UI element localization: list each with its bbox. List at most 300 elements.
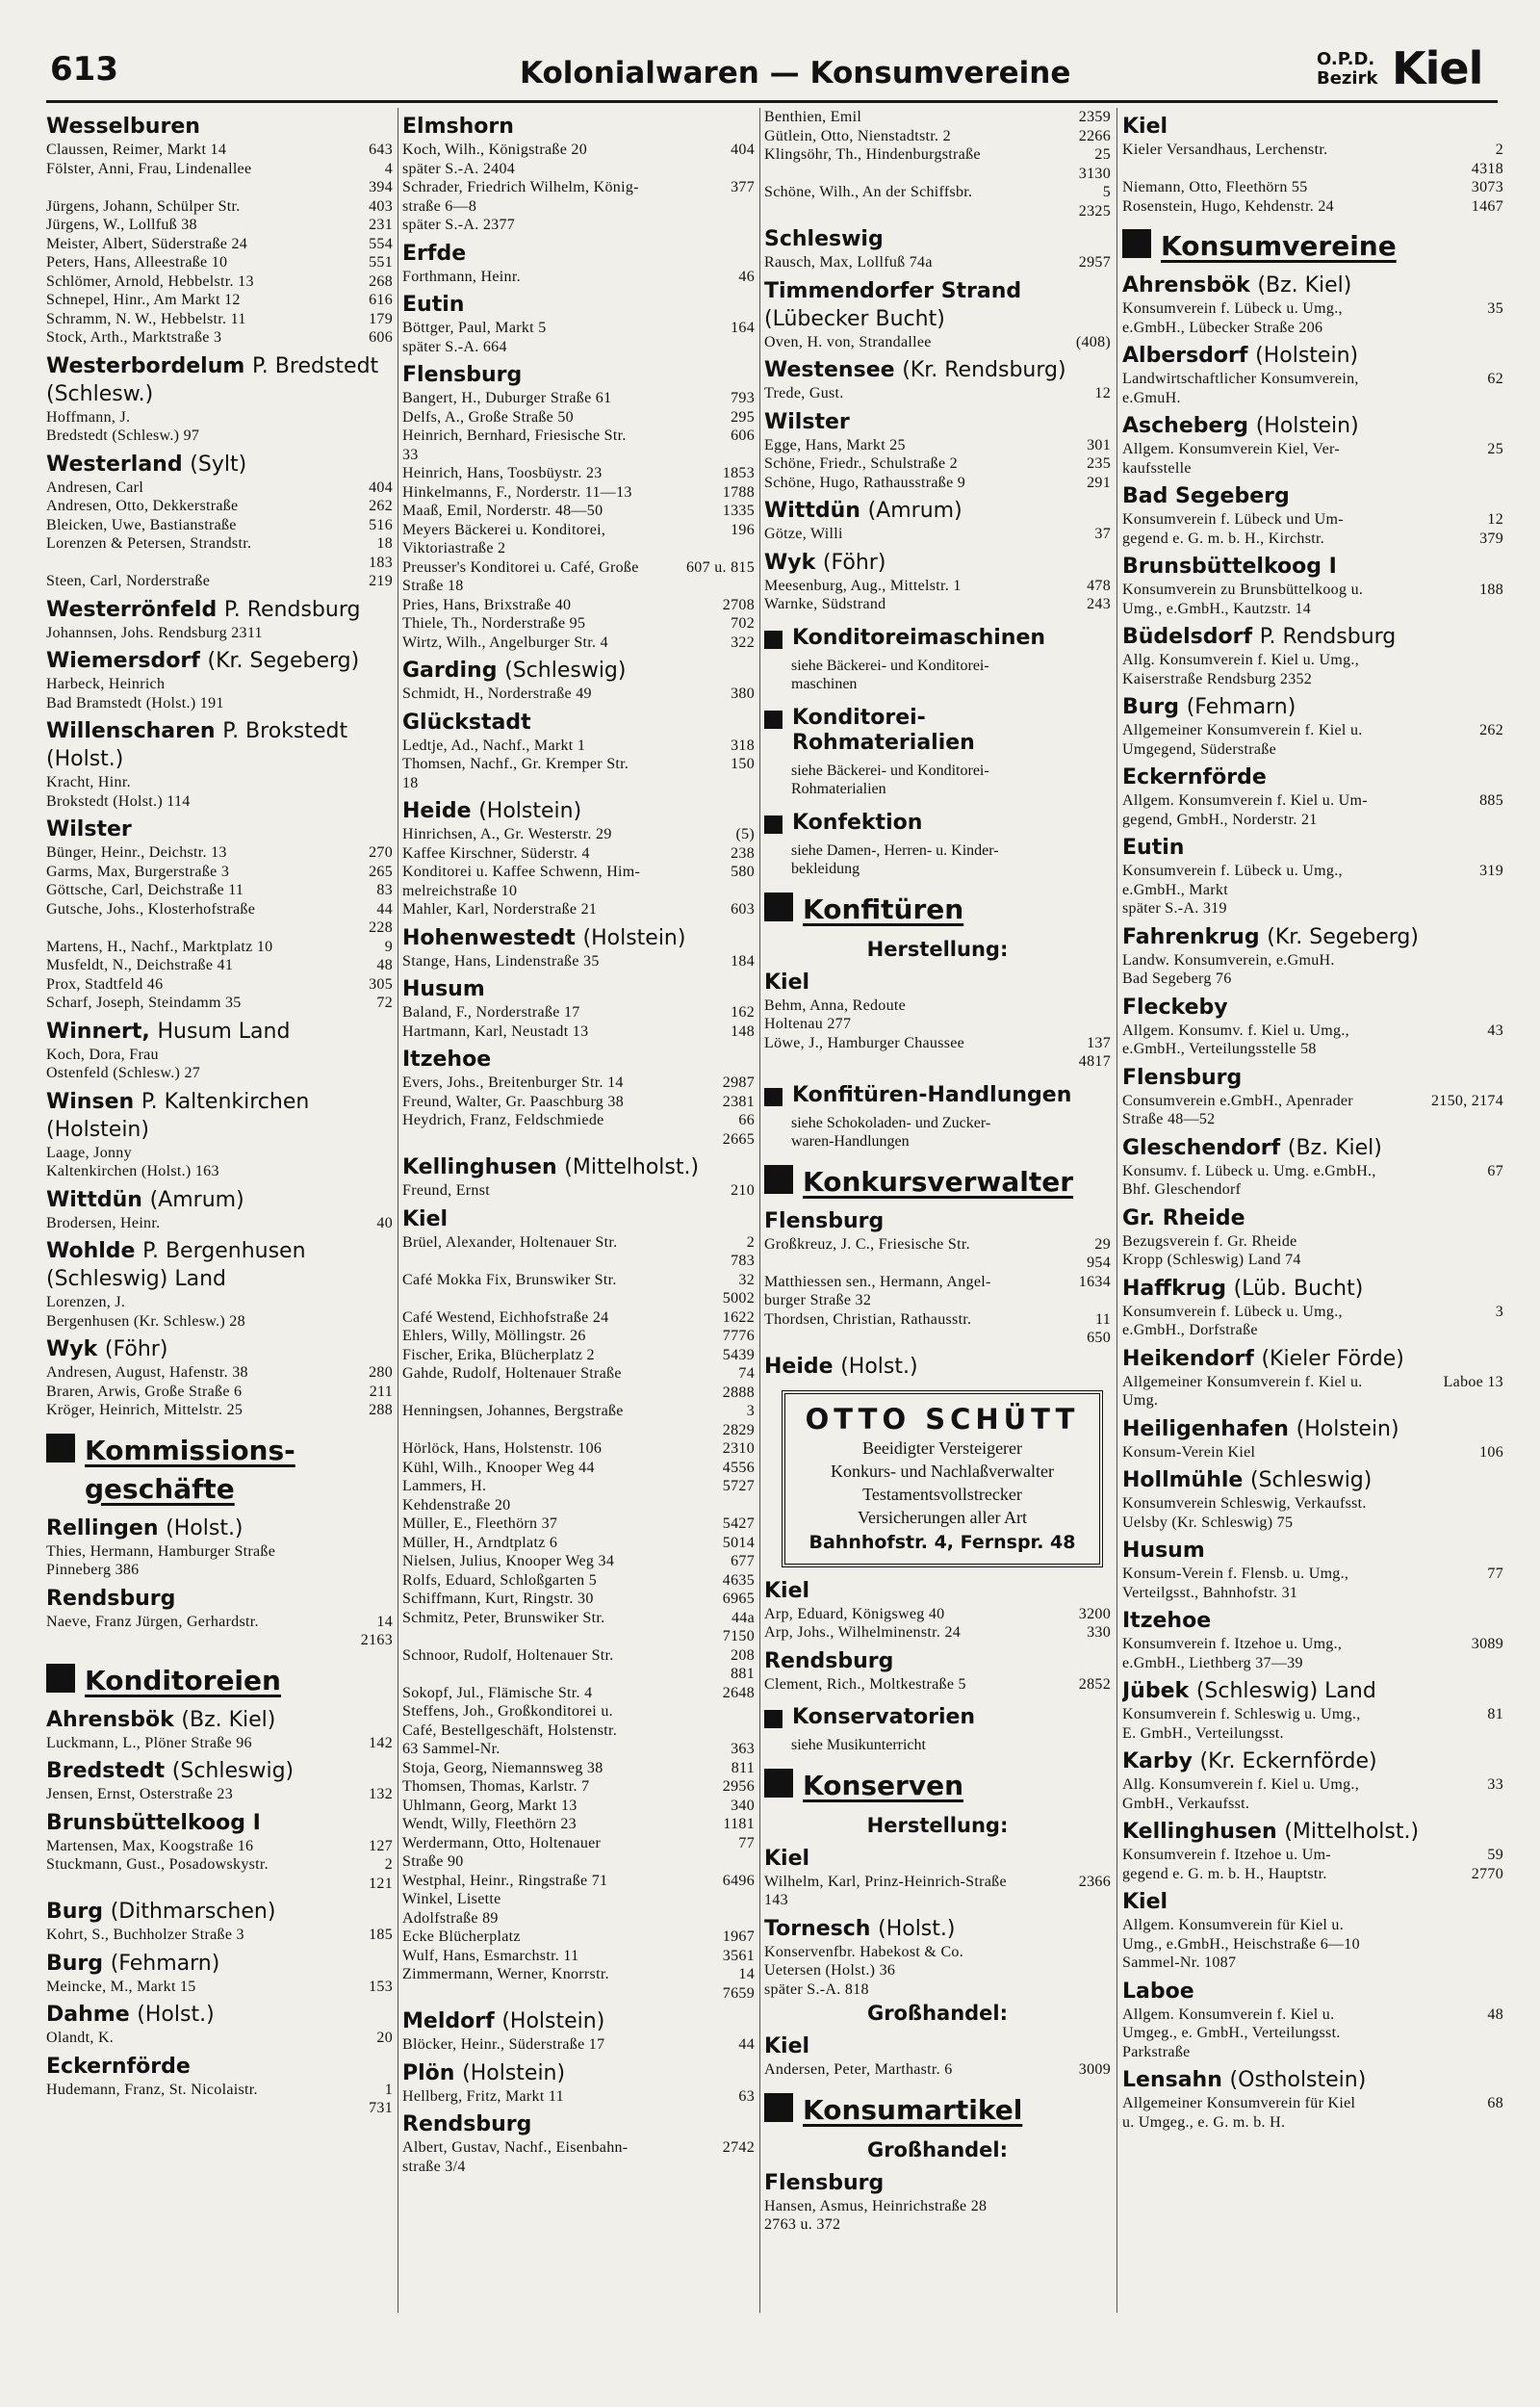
place-heading — [46, 1585, 393, 1613]
listing-entry — [1122, 951, 1503, 989]
entry-text: Albert, Gustav, Nachf., Eisenbahn- straße 3/4 — [402, 2139, 629, 2175]
entry-phone: 231 — [369, 217, 393, 233]
listing-entry — [402, 1702, 755, 1759]
listing-entry — [1122, 899, 1503, 919]
place-heading — [46, 1757, 393, 1785]
place-qualifier: (Lüb. Bucht) — [1233, 1276, 1364, 1301]
place-name: Wittdün — [764, 499, 860, 523]
entry-text: Meister, Albert, Süderstraße 24 — [46, 235, 248, 252]
entry-phone: 238 — [731, 844, 755, 862]
entry-phone: 319 — [1479, 863, 1503, 879]
place-qualifier: (Schleswig) — [171, 1759, 295, 1783]
entry-text: Winkel, Lisette Adolfstraße 89 — [402, 1891, 501, 1927]
column-divider — [1116, 108, 1117, 2313]
entry-text: Wirtz, Wilh., Angelburger Str. 4 — [402, 634, 608, 651]
entry-phone: 404 — [731, 142, 755, 158]
listing-entry — [402, 1759, 755, 1778]
entry-phone: 793 — [731, 390, 755, 406]
entry-phone: 33 — [1487, 1776, 1503, 1793]
entry-phone: 32 5002 — [722, 1271, 755, 1307]
place-heading — [402, 1153, 755, 1181]
place-qualifier: (Bz. Kiel) — [1257, 273, 1352, 298]
place-heading — [46, 1237, 393, 1293]
category-title: Konserven — [803, 1769, 964, 1801]
entry-phone — [749, 1890, 755, 1928]
place-heading — [1122, 834, 1503, 862]
entry-text: später S.-A. 2404 — [402, 160, 516, 177]
entry-phone: 6496 — [722, 1872, 755, 1889]
entry-phone: 72 — [376, 995, 393, 1011]
entry-text: Matthiessen sen., Hermann, Angel- burger Straße 32 — [764, 1273, 991, 1308]
place-heading — [402, 2059, 755, 2087]
entry-text: Arp, Eduard, Königsweg 40 — [764, 1605, 945, 1622]
entry-text: Andersen, Peter, Marthastr. 6 — [764, 2061, 953, 2078]
listing-entry — [764, 2197, 1111, 2235]
place-name: Lensahn — [1122, 2068, 1222, 2092]
place-name: Kiel — [764, 970, 810, 995]
cross-reference: siehe Musikunterricht — [791, 1737, 926, 1753]
place-heading — [1122, 1466, 1503, 1494]
listing-entry — [764, 1310, 1111, 1348]
place-name: Eckernförde — [46, 2054, 191, 2079]
entry-phone: 2266 — [1078, 127, 1111, 144]
entry-phone: 196 — [731, 521, 755, 538]
listing-entry — [764, 577, 1111, 596]
listing-entry — [402, 558, 755, 596]
listing-entry — [402, 1477, 755, 1514]
place-heading — [46, 1898, 393, 1926]
place-qualifier: (Sylt) — [190, 452, 247, 477]
place-heading — [402, 291, 755, 319]
entry-text: Bezugsverein f. Gr. Rheide Kropp (Schleswig) Land 74 — [1122, 1232, 1301, 1268]
place-qualifier: P. Bredstedt (Schlesw.) — [46, 353, 379, 406]
entry-phone: 81 — [1487, 1706, 1503, 1722]
listing-entry — [402, 216, 755, 235]
entry-text: Hudemann, Franz, St. Nicolaistr. — [46, 2081, 258, 2098]
place-heading — [1122, 1537, 1503, 1565]
entry-text: Hinkelmanns, F., Norderstr. 11—13 — [402, 483, 632, 501]
place-name: Winsen — [46, 1089, 135, 1114]
place-name: Kellinghusen — [1122, 1820, 1277, 1844]
entry-phone: 2852 — [1078, 1675, 1111, 1693]
listing-entry — [764, 1873, 1111, 1910]
entry-phone: 162 — [731, 1004, 755, 1021]
place-qualifier: Husum Land — [157, 1019, 291, 1044]
entry-phone: 14 7659 — [722, 1966, 755, 2002]
entry-phone: 83 — [376, 882, 393, 898]
entry-phone: 44 — [738, 2036, 755, 2053]
entry-text: Peters, Hans, Alleestraße 10 — [46, 254, 228, 271]
entry-text: Hinrichsen, A., Gr. Westerstr. 29 — [402, 826, 612, 842]
place-qualifier: (Kr. Segeberg) — [1267, 924, 1419, 949]
listing-entry — [764, 1675, 1111, 1695]
place-heading — [402, 2110, 755, 2138]
place-name: Kellinghusen — [402, 1155, 557, 1179]
place-name: Elmshorn — [402, 115, 514, 139]
category-heading — [46, 1432, 393, 1509]
entry-phone: 3561 — [722, 1947, 755, 1964]
listing-entry — [402, 1534, 755, 1553]
listing-entry — [764, 1034, 1111, 1072]
entry-phone — [1105, 1943, 1111, 2000]
listing-entry — [46, 843, 393, 863]
subsection-heading: Herstellung: — [866, 937, 1009, 961]
listing-entry — [1122, 581, 1503, 618]
place-heading — [1122, 272, 1503, 299]
listing-entry — [402, 1514, 755, 1534]
entry-phone — [387, 675, 393, 712]
entry-text: Schramm, N. W., Hebbelstr. 11 — [46, 310, 246, 327]
entry-text: Heinrich, Hans, Toosbüystr. 23 — [402, 465, 603, 481]
entry-text: Thomsen, Nachf., Gr. Kremper Str. 18 — [402, 756, 629, 791]
entry-phone: 1335 — [722, 503, 755, 519]
place-name: Eutin — [1122, 836, 1185, 860]
listing-entry — [402, 1797, 755, 1816]
entry-phone: 153 — [369, 1978, 393, 1995]
entry-text: Gutsche, Johs., Klosterhofstraße — [46, 900, 256, 918]
place-heading — [46, 2053, 393, 2081]
entry-phone: 551 — [369, 254, 393, 271]
entry-phone: 77 — [738, 1834, 755, 1851]
place-heading — [1122, 764, 1503, 791]
listing-entry — [402, 1965, 755, 2003]
listing-entry — [402, 737, 755, 756]
entry-text: Konsumverein f. Lübeck u. Umg., e.GmbH., Markt — [1122, 863, 1343, 898]
entry-phone: 1181 — [723, 1816, 755, 1832]
place-name: Ascheberg — [1122, 414, 1249, 438]
entry-text: Café Mokka Fix, Brunswiker Str. — [402, 1271, 617, 1288]
listing-entry — [402, 2087, 755, 2107]
place-heading — [46, 1809, 393, 1837]
entry-text: Warnke, Südstrand — [764, 596, 886, 612]
entry-phone: 885 — [1479, 792, 1503, 809]
listing-entry — [402, 1834, 755, 1872]
place-name: Wilster — [46, 817, 132, 841]
entry-text: Müller, E., Fleethörn 37 — [402, 1515, 558, 1532]
column-divider — [759, 108, 760, 2313]
entry-phone: 2987 — [722, 1074, 755, 1091]
listing-entry — [402, 1093, 755, 1112]
entry-phone — [1498, 951, 1503, 989]
listing-entry — [46, 516, 393, 535]
entry-phone — [1498, 1494, 1503, 1532]
listing-entry — [46, 1926, 393, 1945]
listing-entry — [402, 1346, 755, 1365]
place-name: Dahme — [46, 2003, 130, 2027]
entry-text: Konsumverein f. Itzehoe u. Um- gegend e. G. m. b. H., Hauptstr. — [1122, 1847, 1331, 1882]
entry-text: Schmitz, Peter, Brunswiker Str. — [402, 1609, 605, 1626]
entry-text: Schnoor, Rudolf, Holtenauer Str. — [402, 1646, 614, 1664]
category-heading — [764, 1083, 1111, 1108]
listing-entry — [46, 675, 393, 712]
entry-text: Jensen, Ernst, Osterstraße 23 — [46, 1786, 233, 1802]
place-heading — [1122, 1607, 1503, 1635]
entry-phone: 210 — [731, 1182, 755, 1199]
entry-phone: 677 — [731, 1553, 755, 1569]
entry-phone: 2956 — [722, 1778, 755, 1795]
entry-text: Konsumverein f. Itzehoe u. Umg., e.GmbH., Liethberg 37—39 — [1122, 1636, 1343, 1671]
page-title: Kolonialwaren — Konsumvereine — [520, 56, 1071, 91]
entry-text: Stange, Hans, Lindenstraße 35 — [402, 952, 600, 970]
entry-phone: 3 2829 — [722, 1403, 755, 1438]
entry-text: Niemann, Otto, Fleethörn 55 — [1122, 179, 1308, 195]
entry-text: Allg. Konsumverein f. Kiel u. Umg., Kaiserstraße Rendsburg 2352 — [1122, 652, 1360, 687]
place-heading — [764, 1353, 1111, 1381]
place-name: Bredstedt — [46, 1759, 166, 1783]
listing-entry — [764, 474, 1111, 493]
listing-entry — [402, 338, 755, 357]
entry-phone: 67 — [1487, 1162, 1503, 1179]
listing-entry — [764, 183, 1111, 220]
place-heading — [402, 1046, 755, 1074]
entry-text: Thiele, Th., Norderstraße 95 — [402, 615, 586, 632]
listing-entry — [46, 1734, 393, 1753]
entry-text: Garms, Max, Burgerstraße 3 — [46, 863, 230, 880]
place-heading — [1122, 342, 1503, 370]
place-name: Kiel — [764, 1578, 810, 1603]
place-name: Westensee — [764, 358, 895, 382]
entry-text: Stock, Arth., Marktstraße 3 — [46, 329, 222, 346]
entry-text: Konsumverein f. Schleswig u. Umg., E. GmbH., Verteilungsst. — [1122, 1706, 1361, 1742]
entry-text: Böttger, Paul, Markt 5 — [402, 320, 547, 336]
entry-text: Freund, Walter, Gr. Paaschburg 38 — [402, 1093, 625, 1110]
place-heading — [402, 975, 755, 1003]
entry-phone: 48 — [1487, 2006, 1503, 2023]
entry-text: Benthien, Emil — [764, 109, 862, 125]
listing-entry — [402, 521, 755, 558]
entry-text: Kröger, Heinrich, Mittelstr. 25 — [46, 1402, 244, 1418]
place-qualifier: (Holstein) — [478, 799, 582, 823]
place-name: Ahrensbök — [46, 1707, 174, 1732]
entry-text: Maaß, Emil, Norderstr. 48—50 — [402, 503, 603, 519]
place-name: Hollmühle — [1122, 1468, 1244, 1492]
place-name: Wohlde — [46, 1239, 136, 1263]
place-heading — [1122, 623, 1503, 651]
entry-phone: 63 — [738, 2087, 755, 2105]
place-name: Husum — [402, 977, 485, 1001]
entry-text: Thordsen, Christian, Rathausstr. — [764, 1310, 972, 1328]
entry-phone: 2742 — [722, 2139, 755, 2156]
entry-phone — [1498, 1916, 1503, 1973]
entry-text: Stuckmann, Gust., Posadowskystr. — [46, 1856, 269, 1873]
place-qualifier: (Holst.) — [840, 1354, 918, 1379]
entry-phone: 616 — [369, 292, 393, 308]
listing-entry — [1122, 1232, 1503, 1270]
category-title: Konservatorien — [792, 1705, 976, 1729]
entry-phone: 243 — [1087, 596, 1111, 612]
place-heading — [402, 113, 755, 141]
place-qualifier: P. Rendsburg — [223, 597, 361, 622]
category-title: Konfitüren-Handlungen — [792, 1082, 1072, 1107]
subsection-heading: Großhandel: — [866, 2002, 1009, 2025]
place-heading — [764, 969, 1111, 996]
place-qualifier: (Schleswig) Land — [1195, 1679, 1376, 1703]
listing-entry — [402, 1074, 755, 1093]
entry-phone: 46 — [738, 268, 755, 285]
entry-text: Steffens, Joh., Großkonditorei u. Café, Bestellgeschäft, Holstenstr. 63 Sammel-Nr. — [402, 1703, 618, 1757]
place-name: Erfde — [402, 241, 467, 266]
place-name: Heiligenhafen — [1122, 1416, 1289, 1441]
listing-entry — [1122, 1373, 1503, 1411]
place-name: Schleswig — [764, 227, 884, 251]
subsection-heading: Herstellung: — [866, 1813, 1009, 1837]
entry-phone: 3073 — [1471, 179, 1503, 195]
entry-text: Zimmermann, Werner, Knorrstr. — [402, 1966, 609, 1982]
entry-phone: 2648 — [722, 1684, 755, 1701]
place-qualifier: (Föhr) — [822, 550, 886, 575]
entry-phone: 12 379 — [1479, 511, 1503, 547]
entry-text: Hörlöck, Hans, Holstenstr. 106 — [402, 1440, 603, 1457]
place-qualifier: (Kr. Eckernförde) — [1199, 1749, 1377, 1773]
place-name: Rendsburg — [402, 2112, 532, 2136]
listing-entry — [402, 1928, 755, 1947]
place-name: Meldorf — [402, 2009, 495, 2033]
listing-entry — [46, 1613, 393, 1650]
entry-phone: 25 — [1487, 441, 1503, 457]
place-heading — [1122, 1978, 1503, 2006]
listing-entry — [402, 464, 755, 483]
entry-phone — [387, 624, 393, 643]
entry-phone: 1788 — [722, 483, 755, 501]
entry-phone: 2381 — [722, 1093, 755, 1110]
entry-text: Brüel, Alexander, Holtenauer Str. — [402, 1233, 618, 1251]
place-name: Eckernförde — [1122, 765, 1267, 789]
place-heading — [46, 1335, 393, 1363]
entry-text: Konsumverein f. Lübeck und Um- gegend e. G. m. b. H., Kirchstr. — [1122, 511, 1344, 547]
bullet-square-icon — [764, 815, 783, 834]
listing-entry — [46, 1293, 393, 1331]
entry-phone: 137 4817 — [1078, 1034, 1111, 1070]
place-heading — [1122, 1818, 1503, 1846]
entry-text: Laage, Jonny Kaltenkirchen (Holst.) 163 — [46, 1144, 219, 1179]
listing-entry — [46, 1978, 393, 1997]
entry-phone: 142 — [369, 1734, 393, 1751]
entry-text: Scharf, Joseph, Steindamm 35 — [46, 995, 242, 1011]
ad-name: OTTO SCHÜTT — [805, 1402, 1080, 1436]
place-name: Gleschendorf — [1122, 1135, 1281, 1160]
entry-phone: 702 — [731, 615, 755, 632]
entry-phone: 68 — [1487, 2095, 1503, 2111]
entry-phone: 295 — [731, 408, 755, 426]
entry-text: Werdermann, Otto, Holtenauer Straße 90 — [402, 1834, 602, 1870]
bullet-square-icon — [764, 893, 793, 921]
place-name: Flensburg — [764, 2170, 885, 2195]
listing-entry — [402, 863, 755, 900]
listing-entry — [46, 328, 393, 348]
listing-entry — [46, 1046, 393, 1083]
listing-entry — [402, 1003, 755, 1022]
entry-phone: 7776 — [722, 1328, 755, 1344]
bullet-square-icon — [764, 631, 783, 649]
entry-phone: 188 — [1479, 582, 1503, 598]
listing-entry — [46, 1855, 393, 1893]
place-name: Flensburg — [764, 1208, 885, 1233]
place-qualifier: (Bz. Kiel) — [1287, 1135, 1382, 1160]
bullet-square-icon — [46, 1434, 75, 1462]
listing-entry — [402, 1308, 755, 1328]
entry-phone: (5) — [735, 826, 755, 842]
listing-entry — [1122, 1916, 1503, 1973]
place-heading — [764, 1207, 1111, 1235]
listing-entry — [402, 389, 755, 408]
entry-phone: 25 3130 — [1078, 146, 1111, 182]
place-name: Heide — [402, 799, 472, 823]
place-qualifier: (Kr. Segeberg) — [207, 649, 360, 673]
place-name: Willenscharen — [46, 719, 216, 743]
entry-phone: 554 — [369, 235, 393, 252]
place-qualifier: (Fehmarn) — [110, 1951, 220, 1976]
entry-text: Allgemeiner Konsumverein für Kiel u. Umgeg., e. G. m. b. H. — [1122, 2095, 1356, 2131]
place-name: Husum — [1122, 1539, 1205, 1563]
entry-text: Bleicken, Uwe, Bastianstraße — [46, 516, 237, 533]
place-heading — [764, 2169, 1111, 2197]
place-name: Büdelsdorf — [1122, 625, 1253, 649]
ad-line: Versicherungen aller Art — [858, 1507, 1027, 1527]
place-qualifier: (Kieler Förde) — [1261, 1346, 1404, 1371]
listing-entry — [402, 1439, 755, 1459]
listing-entry — [1122, 197, 1503, 217]
listing-entry — [46, 291, 393, 310]
listing-entry — [402, 160, 755, 179]
listing-entry — [1122, 862, 1503, 899]
place-heading — [764, 1915, 1111, 1943]
place-qualifier: P. Kaltenkirchen (Holstein) — [46, 1089, 310, 1142]
listing-entry — [46, 534, 393, 572]
listing-entry — [46, 900, 393, 938]
place-heading — [46, 717, 393, 773]
entry-phone — [749, 216, 755, 235]
category-heading — [46, 1662, 393, 1700]
entry-text: Fölster, Anni, Frau, Lindenallee — [46, 160, 252, 177]
entry-text: Trede, Gust. — [764, 385, 844, 401]
entry-text: Rolfs, Eduard, Schloßgarten 5 — [402, 1571, 597, 1589]
place-qualifier: (Holstein) — [501, 2009, 605, 2033]
listing-entry — [402, 900, 755, 919]
listing-entry — [402, 1364, 755, 1402]
entry-text: Oven, H. von, Strandallee — [764, 333, 932, 350]
entry-text: Lorenzen, J. Bergenhusen (Kr. Schlesw.) 28 — [46, 1294, 245, 1330]
entry-phone: 603 — [731, 901, 755, 918]
listing-entry — [402, 483, 755, 503]
place-name: Gr. Rheide — [1122, 1205, 1245, 1230]
place-heading — [46, 815, 393, 843]
entry-phone: 184 — [731, 952, 755, 970]
place-qualifier: (Fehmarn) — [1186, 695, 1296, 719]
place-name: Glückstadt — [402, 710, 531, 735]
ad-address: Bahnhofstr. 4, Fernspr. 48 — [808, 1531, 1076, 1553]
entry-text: Allgem. Konsumverein f. Kiel u. Umgeg., e. GmbH., Verteilungsst. Parkstraße — [1122, 2006, 1341, 2060]
entry-text: Wendt, Willy, Fleethörn 23 — [402, 1816, 577, 1832]
place-heading — [764, 549, 1111, 577]
listing-entry — [46, 1214, 393, 1233]
place-name: Hohenwestedt — [402, 925, 576, 950]
listing-entry — [1122, 1565, 1503, 1602]
category-heading — [1122, 227, 1503, 266]
entry-phone: 262 — [369, 498, 393, 514]
listing-entry — [402, 1552, 755, 1571]
entry-text: Kieler Versandhaus, Lerchenstr. — [1122, 142, 1328, 158]
place-name: Kiel — [1122, 1890, 1168, 1914]
place-heading — [1122, 1747, 1503, 1775]
place-heading — [46, 1950, 393, 1978]
entry-text: Konsumv. f. Lübeck u. Umg. e.GmbH., Bhf. Gleschendorf — [1122, 1162, 1376, 1198]
entry-phone: 607 u. 815 — [686, 558, 755, 576]
category-heading — [764, 811, 1111, 836]
place-qualifier: (Dithmarschen) — [110, 1900, 276, 1924]
entry-phone: 3200 — [1078, 1605, 1111, 1622]
entry-text: Jürgens, Johann, Schülper Str. — [46, 197, 241, 215]
listing-entry — [402, 1111, 755, 1149]
